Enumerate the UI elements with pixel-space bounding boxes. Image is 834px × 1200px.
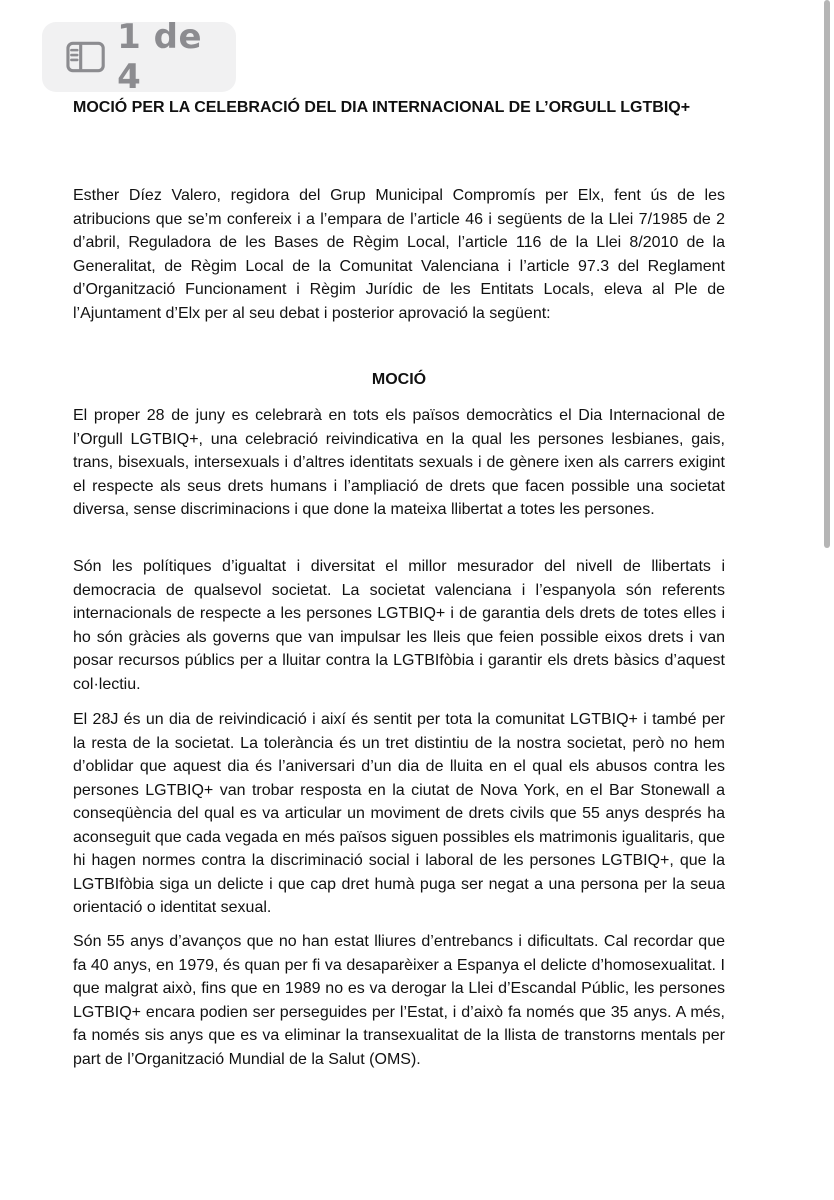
document-title: MOCIÓ PER LA CELEBRACIÓ DEL DIA INTERNACIONAL DE L’ORGULL LGTBIQ+	[73, 99, 691, 116]
scrollbar[interactable]	[824, 0, 830, 548]
intro-paragraph: Esther Díez Valero, regidora del Grup Municipal Compromís per Elx, fent ús de les atribucions que se’m confereix i a l’empara de l’article 46 i següents de la Llei 7/1985 de 2 d’abril, Reguladora de les Bases de Règim Local, l’article 116 de la Llei 8/2010 de la Generalitat, de Règim Local de la Comunitat Valenciana i l’article 97.3 del Reglament d’Organització Funcionament i Règim Jurídic de les Entitats Locals, eleva al Ple de l’Ajuntament d’Elx per al seu debat i posterior aprovació la següent:	[73, 187, 725, 322]
body-paragraph: Són les polítiques d’igualtat i diversitat el millor mesurador del nivell de llibertats i democracia de qualsevol societat. La societat valenciana i l’espanyola són referents internacionals de respecte a les persones LGTBIQ+ i de garantia dels drets de totes elles i ho són gràcies als governs que van impulsar les lleis que feien possible eixos drets i van posar recursos públics per a lluitar contra la LGTBIfòbia i garantir els drets bàsics d’aquest col·lectiu.	[73, 558, 725, 693]
section-heading: MOCIÓ	[371, 371, 427, 388]
body-paragraph: Són 55 anys d’avanços que no han estat lliures d’entrebancs i dificultats. Cal recordar que fa 40 anys, en 1979, és quan per fi va desaparèixer a Espanya el delicte d’homosexualitat. I que malgrat això, fins que en 1989 no es va derogar la Llei d’Escandal Públic, les persones LGTBIQ+ encara podien ser perseguides per l’Estat, i d’això fa només que 35 anys. A més, fa només sis anys que es va eliminar la transexualitat de la llista de transtorns mentals per part de l’Organització Mundial de la Salut (OMS).	[73, 933, 725, 1068]
body-paragraph: El 28J és un dia de reivindicació i així és sentit per tota la comunitat LGTBIQ+ i també per la resta de la societat. La tolerància és un tret distintiu de la nostra societat, però no hem d’oblidar que aquest dia és l’aniversari d’un dia de lluita en el qual els abusos contra les persones LGTBIQ+ van trobar resposta en la ciutat de Nova York, en el Bar Stonewall a conseqüència del qual es va articular un moviment de drets civils que 55 anys després ha aconseguit que cada vegada en més països siguen possibles els matrimonis igualitaris, que hi hagen normes contra la discriminació social i laboral de les persones LGTBIQ+, que la LGTBIfòbia siga un delicte i que cap dret humà puga ser negat a una persona per la seua orientació o identitat sexual.	[73, 711, 725, 916]
page-count: 1 de 4	[117, 17, 203, 97]
page-indicator[interactable]	[42, 17, 236, 97]
body-paragraph: El proper 28 de juny es celebrarà en tots els països democràtics el Dia Internacional de l’Orgull LGTBIQ+, una celebració reivindicativa en la qual les persones lesbianes, gais, trans, bisexuals, intersexuals i d’altres identitats sexuals i de gènere ixen als carrers exigint el respecte als seus drets humans i l’ampliació de drets que facen possible una societat diversa, sense discriminacions i que done la mateixa llibertat a totes les persones.	[73, 407, 725, 518]
sidebar-icon[interactable]	[66, 41, 105, 73]
